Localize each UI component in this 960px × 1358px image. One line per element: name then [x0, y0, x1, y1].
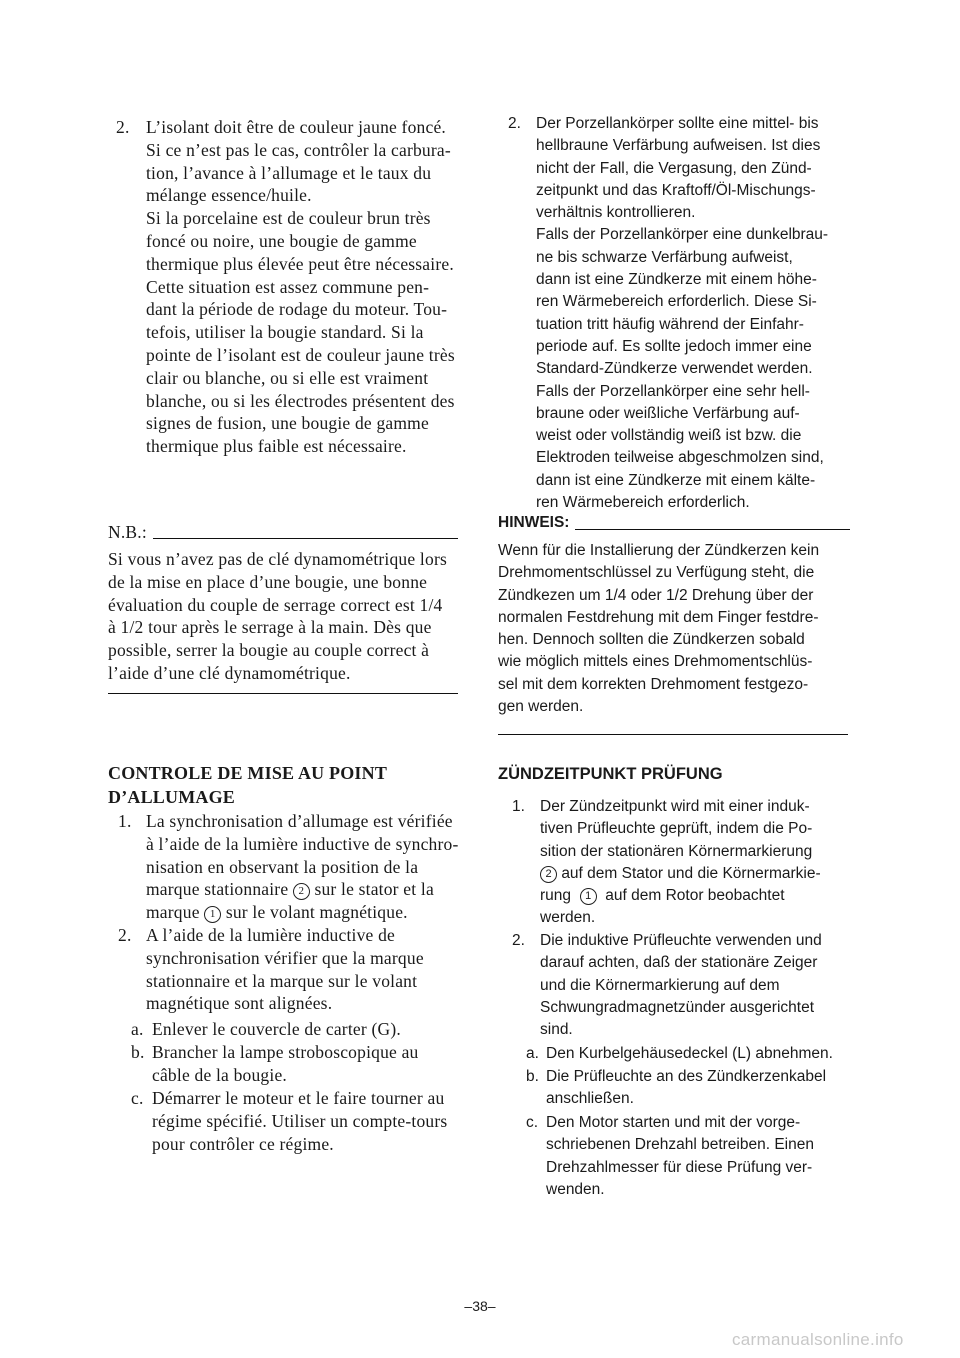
- text-line: verhältnis kontrollieren.: [536, 204, 696, 222]
- text-line: nicht der Fall, die Vergasung, den Zünd-: [536, 159, 812, 177]
- de-sub-a-label: a.: [526, 1045, 539, 1062]
- fr-sub-a: [131, 1018, 465, 1041]
- de-nb-text: [498, 540, 853, 718]
- text-line: L’isolant doit être de couleur jaune foncé.: [146, 117, 446, 137]
- text-span: rung: [540, 887, 572, 905]
- text-line: clair ou blanche, ou si elle est vraiment: [146, 367, 429, 388]
- text-line: Die Prüfleuchte an des Zündkerzenkabel: [546, 1068, 827, 1085]
- watermark: carmanualsonline.info: [732, 1330, 904, 1349]
- de-step-1: [512, 796, 854, 930]
- fr-sub-c-label: c.: [131, 1088, 144, 1108]
- fr-sub-a-label: a.: [131, 1019, 144, 1039]
- de-step-1-number: 1.: [512, 798, 525, 815]
- text-line: synchronisation vérifier que la marque: [146, 947, 424, 968]
- text-line: Standard-Zündkerze verwendet werden.: [536, 360, 813, 378]
- text-line: signes de fusion, une bougie de gamme: [146, 413, 429, 434]
- text-line: l’aide d’une clé dynamométrique.: [108, 662, 351, 683]
- text-line: magnétique sont alignées.: [146, 993, 333, 1014]
- de-item-2: [508, 113, 853, 514]
- fr-nb-line: [153, 538, 458, 539]
- text-line: pour contrôler ce régime.: [152, 1133, 334, 1154]
- text-line: à 1/2 tour après le serrage à la main. Dès que: [108, 617, 432, 638]
- text-line: zeitpunkt und das Kraftoff/Öl-Mischungs-: [536, 181, 816, 199]
- text-line: dant la période de rodage du moteur. Tou-: [146, 299, 448, 320]
- text-line: régime spécifié. Utiliser un compte-tours: [152, 1110, 448, 1131]
- text-line: Si ce n’est pas le cas, contrôler la carbura-: [146, 139, 451, 160]
- text-line: ren Wärmebereich erforderlich. Diese Si-: [536, 293, 817, 311]
- text-line: sel mit dem korrekten Drehmoment festgezo-: [498, 675, 809, 693]
- text-line: stationnaire et la marque sur le volant: [146, 970, 418, 991]
- text-line: La synchronisation d’allumage est vérifiée: [146, 811, 453, 831]
- text-line: wenden.: [546, 1180, 605, 1198]
- text-line: Den Kurbelgehäusedeckel (L) abnehmen.: [546, 1045, 833, 1062]
- text-line: Der Zündzeitpunkt wird mit einer induk-: [540, 798, 810, 815]
- text-line: thermique plus élevée peut être nécessaire.: [146, 253, 454, 274]
- text-line: tefois, utiliser la bougie standard. Si la: [146, 322, 424, 343]
- text-line: Si vous n’avez pas de clé dynamométrique lors: [108, 549, 447, 569]
- text-line: dann ist eine Zündkerze mit einem kälte-: [536, 471, 816, 489]
- text-line: Die induktive Prüfleuchte verwenden und: [540, 932, 822, 949]
- text-line: câble de la bougie.: [152, 1064, 287, 1085]
- de-sub-c-label: c.: [526, 1114, 539, 1131]
- text-line: Elektroden teilweise abgeschmolzen sind,: [536, 449, 824, 467]
- de-item-2-text: [536, 113, 853, 514]
- de-nb-line: [575, 529, 850, 530]
- text-line: thermique plus faible est nécessaire.: [146, 436, 407, 457]
- de-section-heading: ZÜNDZEITPUNKT PRÜFUNG: [498, 765, 723, 783]
- text-line: hen. Dennoch sollten die Zündkerzen sobald: [498, 631, 805, 649]
- text-line: Zündkezen um 1/4 oder 1/2 Drehung über der: [498, 586, 814, 604]
- text-line: ren Wärmebereich erforderlich.: [536, 494, 750, 512]
- text-line: sition der stationären Körnermarkierung: [540, 842, 813, 860]
- text-line: Cette situation est assez commune pen-: [146, 276, 430, 297]
- text-line: tion, l’avance à l’allumage et le taux du: [146, 162, 432, 183]
- text-line: weist oder vollständig weiß ist bzw. die: [536, 427, 802, 445]
- text-line: A l’aide de la lumière inductive de: [146, 925, 395, 945]
- fr-sub-b: [131, 1041, 465, 1087]
- text-line: Der Porzellankörper sollte eine mittel- bis: [536, 115, 819, 132]
- text-line: tuation tritt häufig während der Einfahr-: [536, 315, 804, 333]
- text-line: possible, serrer la bougie au couple correct à: [108, 640, 430, 661]
- callout-1-icon: 1: [204, 906, 221, 923]
- text-line: wie möglich mittels eines Drehmomentschlüs-: [498, 653, 813, 671]
- fr-nb-end-rule: [108, 693, 458, 694]
- de-step-2-number: 2.: [512, 932, 525, 949]
- heading-line: CONTROLE DE MISE AU POINT: [108, 763, 388, 783]
- text-line: ne bis schwarze Verfärbung aufweist,: [536, 248, 793, 266]
- text-line: periode auf. Es sollte jedoch immer eine: [536, 337, 812, 355]
- de-sub-a: [526, 1043, 856, 1065]
- text-line: Si la porcelaine est de couleur brun très: [146, 208, 431, 229]
- text-line: darauf achten, daß der stationäre Zeiger: [540, 954, 818, 972]
- text-span: marque stationnaire: [146, 879, 289, 900]
- text-line: [146, 901, 463, 924]
- text-span: sur le stator et la: [314, 879, 434, 900]
- fr-nb-label: N.B.:: [108, 522, 147, 542]
- text-line: à l’aide de la lumière inductive de synchro-: [146, 833, 459, 854]
- fr-sub-c: [131, 1087, 465, 1155]
- de-nb-header: [498, 512, 850, 534]
- text-line: mélange essence/huile.: [146, 185, 312, 206]
- fr-item-2-text: [146, 116, 461, 458]
- text-line: schriebenen Drehzahl betreiben. Einen: [546, 1136, 814, 1154]
- fr-step-2-text: [146, 924, 463, 1015]
- text-line: dann ist eine Zündkerze mit einem höhe-: [536, 271, 817, 289]
- fr-nb-header: [108, 521, 458, 544]
- text-line: pointe de l’isolant est de couleur jaune très: [146, 344, 455, 365]
- text-line: nisation en observant la position de la: [146, 856, 419, 877]
- text-line: anschließen.: [546, 1090, 634, 1108]
- text-line: tiven Prüfleuchte geprüft, indem die Po-: [540, 820, 813, 838]
- fr-step-2-number: 2.: [118, 925, 132, 945]
- text-line: Démarrer le moteur et le faire tourner au: [152, 1088, 445, 1108]
- page-number: –38–: [464, 1298, 496, 1314]
- de-item-2-number: 2.: [508, 115, 521, 132]
- text-line: Brancher la lampe stroboscopique au: [152, 1042, 419, 1062]
- fr-step-1: [118, 810, 463, 924]
- fr-nb-text: [108, 548, 460, 685]
- text-span: marque: [146, 902, 200, 923]
- de-step-2-text: [540, 930, 854, 1041]
- de-sub-b: [526, 1066, 856, 1111]
- text-line: sind.: [540, 1021, 573, 1039]
- text-line: Drehzahlmesser für diese Prüfung ver-: [546, 1158, 813, 1176]
- text-line: Enlever le couvercle de carter (G).: [152, 1019, 401, 1039]
- text-line: Wenn für die Installierung der Zündkerzen kein: [498, 542, 820, 559]
- de-nb-label: HINWEIS:: [498, 514, 570, 531]
- text-line: Schwungradmagnetzünder ausgerichtet: [540, 998, 815, 1016]
- callout-2-icon: 2: [293, 883, 310, 900]
- fr-step-1-text: [146, 810, 463, 924]
- fr-sub-b-label: b.: [131, 1042, 145, 1062]
- de-step-2: [512, 930, 854, 1041]
- text-line: Den Motor starten und mit der vorge-: [546, 1114, 801, 1131]
- text-span: auf dem Rotor beobachtet: [605, 887, 785, 905]
- text-line: gen werden.: [498, 698, 584, 716]
- fr-section-heading: [108, 762, 458, 809]
- callout-2-icon: 2: [540, 866, 557, 883]
- text-line: [540, 863, 854, 885]
- text-line: de la mise en place d’une bougie, une bonne: [108, 571, 428, 592]
- text-line: blanche, ou si les électrodes présentent des: [146, 390, 455, 411]
- text-span: sur le volant magnétique.: [225, 902, 408, 923]
- text-line: normalen Festdrehung mit dem Finger festdre-: [498, 608, 819, 626]
- text-line: évaluation du couple de serrage correct est 1/4: [108, 594, 443, 615]
- fr-item-2: [116, 116, 461, 458]
- text-line: und die Körnermarkierung auf dem: [540, 976, 780, 994]
- text-line: [540, 885, 854, 907]
- fr-step-1-number: 1.: [118, 811, 132, 831]
- text-span: auf dem Stator und die Körnermarkie-: [561, 864, 821, 882]
- fr-item-2-number: 2.: [116, 117, 130, 137]
- fr-step-2: [118, 924, 463, 1015]
- de-sub-b-label: b.: [526, 1068, 539, 1085]
- text-line: foncé ou noire, une bougie de gamme: [146, 230, 417, 251]
- de-nb-end-rule: [498, 734, 848, 735]
- text-line: Drehmomentschlüssel zu Verfügung steht, die: [498, 564, 815, 582]
- text-line: Falls der Porzellankörper eine sehr hell-: [536, 382, 810, 400]
- text-line: werden.: [540, 909, 596, 927]
- text-line: Falls der Porzellankörper eine dunkelbrau-: [536, 226, 829, 244]
- text-line: hellbraune Verfärbung aufweisen. Ist dies: [536, 137, 821, 155]
- de-sub-c: [526, 1112, 856, 1201]
- heading-line: D’ALLUMAGE: [108, 786, 235, 807]
- de-step-1-text: [540, 796, 854, 930]
- text-line: [146, 878, 463, 901]
- callout-1-icon: 1: [580, 888, 597, 905]
- text-line: braune oder weißliche Verfärbung auf-: [536, 404, 800, 422]
